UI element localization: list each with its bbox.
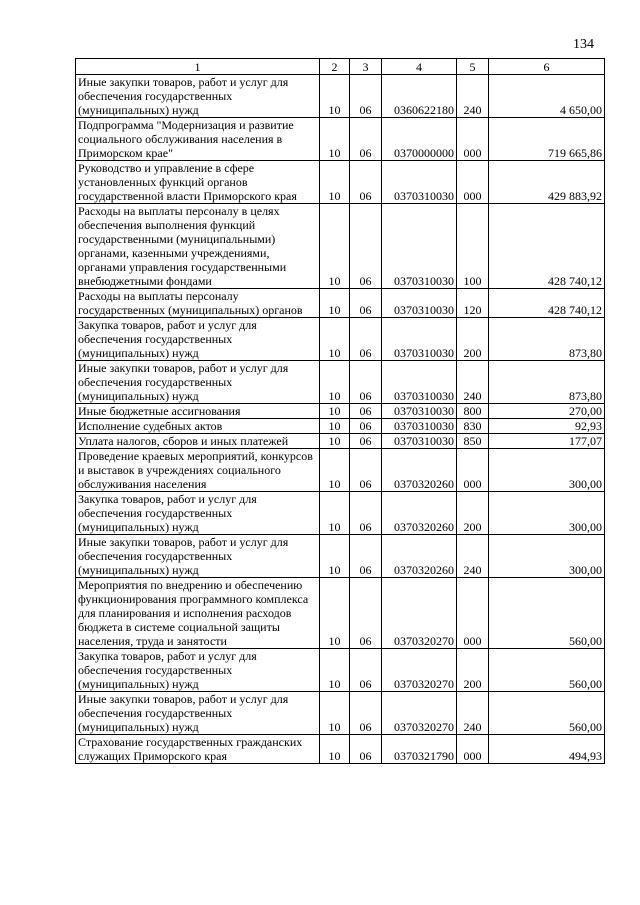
row-target-code-cell: 0370320260 [382, 492, 457, 535]
row-name-cell: Иные закупки товаров, работ и услуг для обеспечения государственных (муниципальных) нужд [76, 361, 320, 404]
row-expense-type-cell: 000 [457, 118, 489, 161]
table-row [76, 289, 605, 318]
row-expense-type-cell: 000 [457, 735, 489, 764]
row-target-code-cell: 0370321790 [382, 735, 457, 764]
row-amount-cell: 494,93 [489, 735, 605, 764]
row-subsection-cell: 06 [350, 434, 382, 449]
row-amount-cell: 270,00 [489, 404, 605, 419]
row-amount-cell: 560,00 [489, 649, 605, 692]
row-subsection-cell: 06 [350, 419, 382, 434]
row-target-code-cell: 0370000000 [382, 118, 457, 161]
row-subsection-cell: 06 [350, 535, 382, 578]
row-target-code-cell: 0370310030 [382, 161, 457, 204]
row-section-cell: 10 [320, 161, 350, 204]
table-row [76, 419, 605, 434]
row-subsection-cell: 06 [350, 404, 382, 419]
table-row [76, 318, 605, 361]
row-name-cell: Иные закупки товаров, работ и услуг для обеспечения государственных (муниципальных) нужд [76, 692, 320, 735]
row-name-cell: Расходы на выплаты персоналу в целях обеспечения выполнения функций государственными (муниципальными) органами, казенными учреждениями, органами управления государственными внебюджетными фондами [76, 204, 320, 289]
row-section-cell: 10 [320, 535, 350, 578]
row-name-cell: Страхование государственных гражданских служащих Приморского края [76, 735, 320, 764]
row-target-code-cell: 0370320260 [382, 535, 457, 578]
row-subsection-cell: 06 [350, 318, 382, 361]
row-subsection-cell: 06 [350, 735, 382, 764]
row-expense-type-cell: 200 [457, 318, 489, 361]
row-section-cell: 10 [320, 204, 350, 289]
row-section-cell: 10 [320, 118, 350, 161]
row-target-code-cell: 0370310030 [382, 361, 457, 404]
row-name-cell: Иные бюджетные ассигнования [76, 404, 320, 419]
row-expense-type-cell: 850 [457, 434, 489, 449]
row-expense-type-cell: 000 [457, 449, 489, 492]
row-name-cell: Мероприятия по внедрению и обеспечению функционирования программного комплекса для планирования и исполнения расходов бюджета в системе социальной защиты населения, труда и занятости [76, 578, 320, 649]
page-number: 134 [573, 37, 594, 52]
row-name-cell: Закупка товаров, работ и услуг для обеспечения государственных (муниципальных) нужд [76, 649, 320, 692]
table-row [76, 118, 605, 161]
row-section-cell: 10 [320, 449, 350, 492]
row-amount-cell: 300,00 [489, 449, 605, 492]
table-row [76, 361, 605, 404]
row-amount-cell: 428 740,12 [489, 289, 605, 318]
row-amount-cell: 4 650,00 [489, 75, 605, 118]
row-expense-type-cell: 000 [457, 161, 489, 204]
budget-table [75, 58, 605, 764]
row-amount-cell: 300,00 [489, 535, 605, 578]
row-subsection-cell: 06 [350, 118, 382, 161]
row-amount-cell: 92,93 [489, 419, 605, 434]
row-expense-type-cell: 240 [457, 692, 489, 735]
row-amount-cell: 873,80 [489, 361, 605, 404]
row-target-code-cell: 0370320270 [382, 578, 457, 649]
column-header: 1 [76, 59, 320, 75]
row-name-cell: Проведение краевых мероприятий, конкурсов и выставок в учреждениях социального обслуживания населения [76, 449, 320, 492]
row-expense-type-cell: 200 [457, 649, 489, 692]
row-expense-type-cell: 240 [457, 75, 489, 118]
row-expense-type-cell: 240 [457, 535, 489, 578]
row-section-cell: 10 [320, 578, 350, 649]
row-target-code-cell: 0370320260 [382, 449, 457, 492]
row-target-code-cell: 0370310030 [382, 434, 457, 449]
row-section-cell: 10 [320, 318, 350, 361]
row-section-cell: 10 [320, 419, 350, 434]
row-section-cell: 10 [320, 492, 350, 535]
row-subsection-cell: 06 [350, 578, 382, 649]
row-name-cell: Расходы на выплаты персоналу государственных (муниципальных) органов [76, 289, 320, 318]
row-subsection-cell: 06 [350, 75, 382, 118]
column-header: 2 [320, 59, 350, 75]
table-row [76, 692, 605, 735]
row-name-cell: Закупка товаров, работ и услуг для обеспечения государственных (муниципальных) нужд [76, 492, 320, 535]
table-row [76, 75, 605, 118]
row-section-cell: 10 [320, 735, 350, 764]
row-section-cell: 10 [320, 289, 350, 318]
row-target-code-cell: 0370310030 [382, 289, 457, 318]
column-header: 3 [350, 59, 382, 75]
row-amount-cell: 428 740,12 [489, 204, 605, 289]
table-row [76, 735, 605, 764]
row-target-code-cell: 0370310030 [382, 419, 457, 434]
row-section-cell: 10 [320, 361, 350, 404]
table-row [76, 649, 605, 692]
table-header-row [76, 59, 605, 75]
row-amount-cell: 177,07 [489, 434, 605, 449]
row-amount-cell: 560,00 [489, 692, 605, 735]
column-header: 5 [457, 59, 489, 75]
row-section-cell: 10 [320, 404, 350, 419]
row-section-cell: 10 [320, 649, 350, 692]
table-row [76, 404, 605, 419]
row-name-cell: Иные закупки товаров, работ и услуг для обеспечения государственных (муниципальных) нужд [76, 535, 320, 578]
row-name-cell: Исполнение судебных актов [76, 419, 320, 434]
row-subsection-cell: 06 [350, 692, 382, 735]
table-row [76, 449, 605, 492]
row-target-code-cell: 0370320270 [382, 649, 457, 692]
row-expense-type-cell: 800 [457, 404, 489, 419]
row-subsection-cell: 06 [350, 449, 382, 492]
row-subsection-cell: 06 [350, 492, 382, 535]
row-section-cell: 10 [320, 434, 350, 449]
row-subsection-cell: 06 [350, 289, 382, 318]
table-row [76, 161, 605, 204]
column-header: 4 [382, 59, 457, 75]
row-amount-cell: 429 883,92 [489, 161, 605, 204]
row-amount-cell: 300,00 [489, 492, 605, 535]
row-expense-type-cell: 200 [457, 492, 489, 535]
row-target-code-cell: 0370310030 [382, 404, 457, 419]
row-amount-cell: 719 665,86 [489, 118, 605, 161]
row-subsection-cell: 06 [350, 361, 382, 404]
row-amount-cell: 873,80 [489, 318, 605, 361]
table-row [76, 204, 605, 289]
table-row [76, 578, 605, 649]
row-expense-type-cell: 240 [457, 361, 489, 404]
row-name-cell: Закупка товаров, работ и услуг для обеспечения государственных (муниципальных) нужд [76, 318, 320, 361]
table-row [76, 535, 605, 578]
table-row [76, 492, 605, 535]
row-expense-type-cell: 100 [457, 204, 489, 289]
row-section-cell: 10 [320, 692, 350, 735]
row-expense-type-cell: 830 [457, 419, 489, 434]
row-section-cell: 10 [320, 75, 350, 118]
row-name-cell: Уплата налогов, сборов и иных платежей [76, 434, 320, 449]
row-target-code-cell: 0370320270 [382, 692, 457, 735]
row-name-cell: Руководство и управление в сфере установленных функций органов государственной власти Приморского края [76, 161, 320, 204]
row-subsection-cell: 06 [350, 161, 382, 204]
table-row [76, 434, 605, 449]
row-name-cell: Иные закупки товаров, работ и услуг для обеспечения государственных (муниципальных) нужд [76, 75, 320, 118]
row-expense-type-cell: 120 [457, 289, 489, 318]
row-target-code-cell: 0370310030 [382, 318, 457, 361]
row-subsection-cell: 06 [350, 204, 382, 289]
row-amount-cell: 560,00 [489, 578, 605, 649]
row-name-cell: Подпрограмма "Модернизация и развитие социального обслуживания населения в Приморском крае" [76, 118, 320, 161]
row-target-code-cell: 0370310030 [382, 204, 457, 289]
row-subsection-cell: 06 [350, 649, 382, 692]
row-target-code-cell: 0360622180 [382, 75, 457, 118]
row-expense-type-cell: 000 [457, 578, 489, 649]
column-header: 6 [489, 59, 605, 75]
